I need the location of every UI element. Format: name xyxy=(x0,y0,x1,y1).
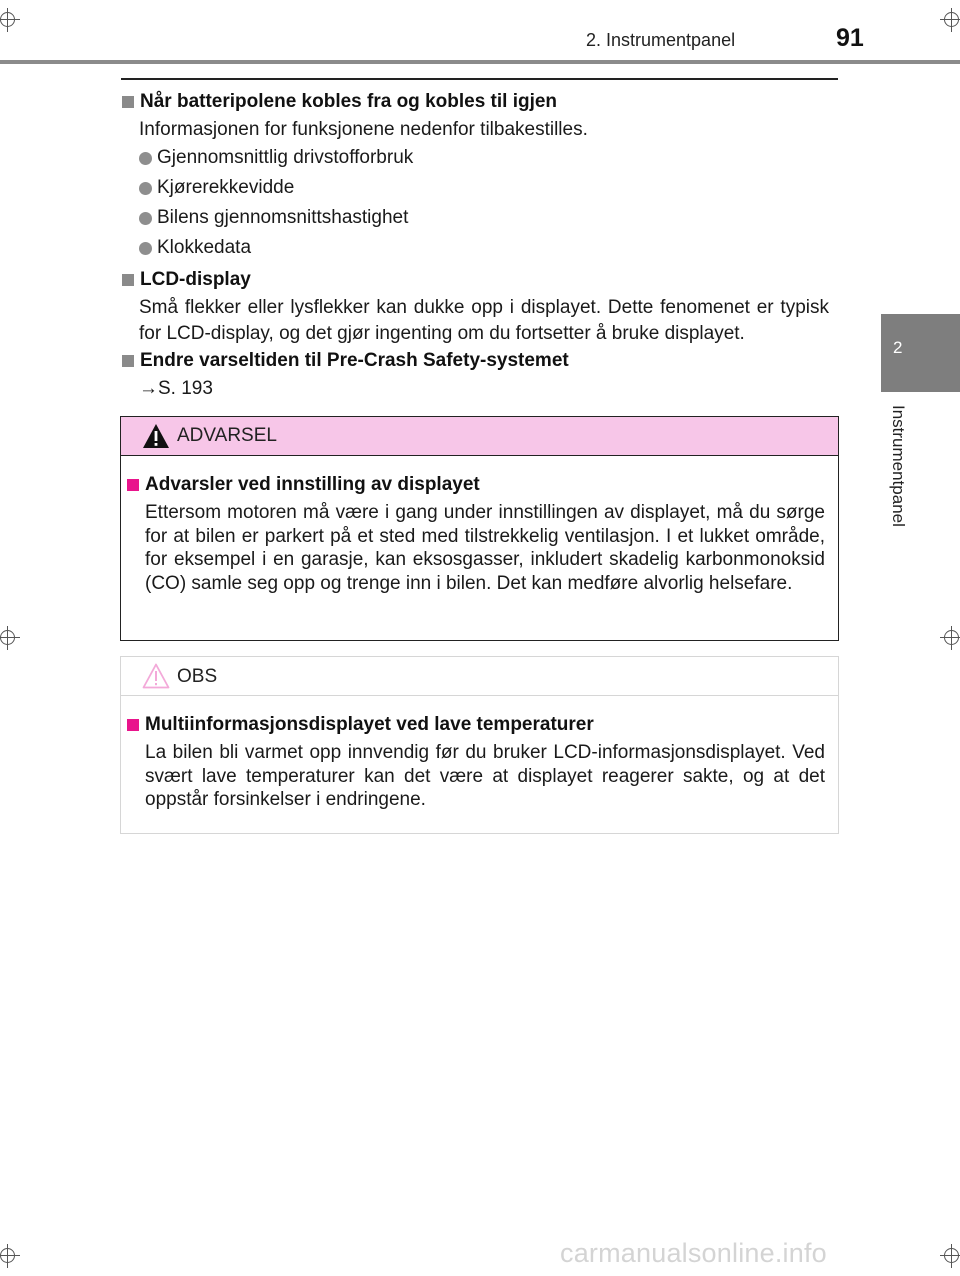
chapter-title: 2. Instrumentpanel xyxy=(586,30,736,50)
warning-heading-text: Advarsler ved innstilling av displayet xyxy=(145,474,480,495)
grey-square-bullet-icon xyxy=(122,274,134,286)
list-item-text: Klokkedata xyxy=(157,237,252,258)
warning-box-header xyxy=(121,417,838,456)
caution-triangle-outline-icon xyxy=(141,662,171,690)
list-item-text: Kjørerekkevidde xyxy=(157,177,295,198)
notice-heading xyxy=(127,714,594,736)
section-heading-battery-text: Når batteripolene kobles fra og kobles til igjen xyxy=(140,91,558,112)
warning-box xyxy=(120,416,839,641)
section-heading-battery xyxy=(122,91,557,113)
watermark: carmanualsonline.info xyxy=(560,1238,827,1268)
pink-square-bullet-icon xyxy=(127,719,139,731)
list-item-text: Bilens gjennomsnittshastighet xyxy=(157,207,409,228)
list-item xyxy=(139,207,408,229)
side-tab-label: Instrumentpanel xyxy=(889,405,908,527)
grey-square-bullet-icon xyxy=(122,355,134,367)
list-item-text: Gjennomsnittlig drivstofforbruk xyxy=(157,147,414,168)
crop-mark-bottom-right xyxy=(940,1244,960,1268)
notice-heading-text: Multiinformasjonsdisplayet ved lave temperaturer xyxy=(145,714,594,735)
warning-text: Ettersom motoren må være i gang under innstillingen av displayet, må du sørge for at bilen er parkert på et sted med tilstrekkelig ventilasjon. I et lukket område, for eksempel i en garasje, kan eksosgasser, inkludert skadelig karbonmonoksid (CO) samle seg opp og trenge inn i bilen. Det kan medføre alvorlig helsefare. xyxy=(145,502,825,594)
grey-dot-bullet-icon xyxy=(139,212,152,225)
section-heading-lcd xyxy=(122,269,251,291)
pink-square-bullet-icon xyxy=(127,479,139,491)
notice-box xyxy=(120,656,839,834)
lcd-text: Små flekker eller lysflekker kan dukke opp i displayet. Dette fenomenet er typisk for LCD-display, og det gjør ingenting om du fortsetter å bruke displayet. xyxy=(139,297,829,344)
notice-text: La bilen bli varmet opp innvendig før du bruker LCD-informasjonsdisplayet. Ved svært lave temperaturer kan det være at displayet reagerer sakte, og at det oppstår forsinkelser i endringene. xyxy=(145,742,825,810)
content-rule xyxy=(121,78,838,80)
section-heading-precrash xyxy=(122,350,569,372)
section-heading-precrash-text: Endre varseltiden til Pre-Crash Safety-systemet xyxy=(140,350,569,371)
crop-mark-bottom-left xyxy=(0,1244,20,1268)
warning-triangle-icon xyxy=(141,422,171,450)
grey-dot-bullet-icon xyxy=(139,242,152,255)
section-heading-lcd-text: LCD-display xyxy=(140,269,251,290)
crop-mark-top-right xyxy=(940,8,960,32)
crop-mark-mid-right xyxy=(940,626,960,650)
crop-mark-mid-left xyxy=(0,626,20,650)
page-number: 91 xyxy=(836,24,864,52)
grey-dot-bullet-icon xyxy=(139,182,152,195)
notice-title: OBS xyxy=(177,666,218,687)
warning-heading xyxy=(127,474,480,496)
list-item xyxy=(139,237,251,259)
grey-square-bullet-icon xyxy=(122,96,134,108)
grey-dot-bullet-icon xyxy=(139,152,152,165)
header-rule xyxy=(0,60,960,64)
warning-title: ADVARSEL xyxy=(177,425,277,446)
list-item xyxy=(139,177,294,199)
page-reference-link[interactable]: →S. 193 xyxy=(139,378,213,399)
crop-mark-top-left xyxy=(0,8,20,32)
list-item xyxy=(139,147,413,169)
notice-box-header xyxy=(121,657,838,696)
side-tab-number: 2 xyxy=(893,338,903,357)
battery-intro: Informasjonen for funksjonene nedenfor tilbakestilles. xyxy=(139,119,588,140)
